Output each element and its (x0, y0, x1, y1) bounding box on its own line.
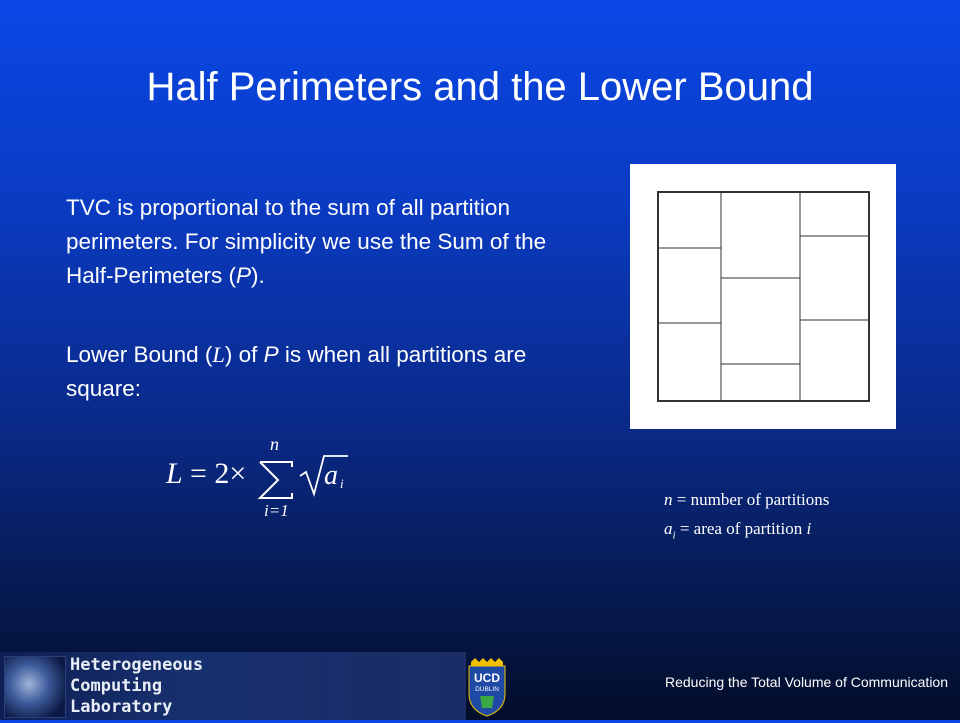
formula-svg (164, 436, 364, 520)
slide-title: Half Perimeters and the Lower Bound (146, 65, 814, 109)
hcl-line-3: Laboratory (70, 697, 173, 717)
legend-ai (664, 519, 811, 541)
var-p: P (236, 263, 252, 288)
ucd-crest-svg (466, 654, 508, 718)
legend-a-var: a (664, 519, 673, 538)
legend-n (664, 490, 829, 510)
matrix-outline (658, 192, 869, 401)
sigma-icon (260, 462, 292, 498)
harp-icon (480, 696, 494, 708)
crest-crown (471, 658, 503, 666)
legend-n-var: n (664, 490, 673, 509)
legend-n-eq: = (676, 490, 687, 509)
lower-bound-paragraph (66, 338, 546, 406)
var-l: L (212, 342, 225, 367)
tvc-paragraph (66, 191, 586, 293)
footer-caption: Reducing the Total Volume of Communication (664, 674, 948, 690)
hcl-line-2: Computing (70, 676, 163, 696)
lower-bound-formula (164, 436, 364, 520)
tvc-text-b: ). (251, 263, 265, 288)
formula-upper-limit: n (270, 434, 279, 454)
legend-n-desc: number of partitions (690, 490, 830, 509)
lb-text-a: Lower Bound ( (66, 342, 213, 367)
ucd-wordmark: UCD (474, 671, 500, 685)
partition-diagram (630, 164, 896, 429)
lb-text-c: is when all partitions are square: (66, 342, 527, 401)
var-p-2: P (263, 342, 279, 367)
formula-lower-limit: i=1 (264, 501, 289, 520)
partition-grid (630, 164, 896, 429)
formula-radicand-sub: i (340, 476, 344, 491)
legend-a-desc-var: i (806, 519, 812, 538)
ucd-crest-icon (466, 654, 508, 718)
legend-a-eq: = (679, 519, 690, 538)
legend-a-desc: area of partition (693, 519, 803, 538)
hcl-line-1: Heterogeneous (70, 655, 204, 675)
tvc-text-a: TVC is proportional to the sum of all partition perimeters. For simplicity we use the Sum of the Half-Perimeters ( (66, 195, 547, 288)
lb-text-b: ) of (224, 342, 264, 367)
formula-eq: = 2× (190, 457, 247, 490)
globe-icon (4, 656, 66, 718)
formula-radicand: a (324, 460, 338, 491)
legend-a-sub: i (672, 529, 676, 542)
formula-lhs: L (166, 457, 183, 490)
ucd-dublin: DUBLIN (475, 686, 499, 693)
hcl-logo-text (70, 655, 203, 718)
